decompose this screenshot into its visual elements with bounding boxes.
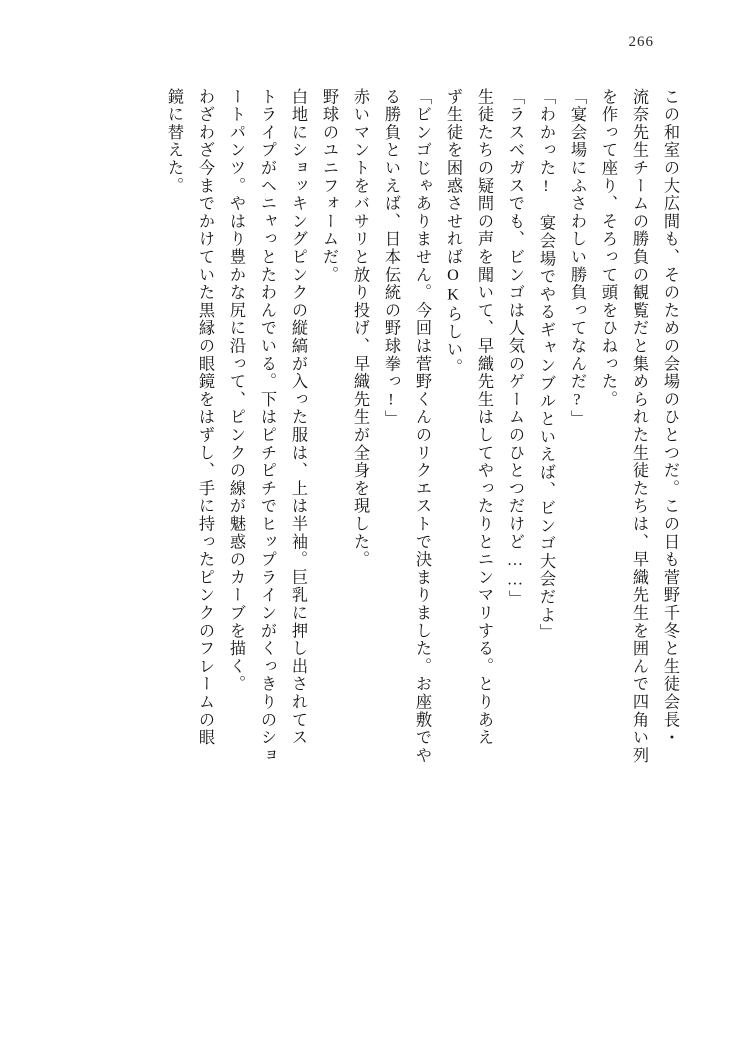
text-line: 鏡に替えた。 xyxy=(165,88,183,195)
text-line: 赤いマントをバサリと放り投げ、早織先生が全身を現した。 xyxy=(351,88,369,569)
text-line: 流奈先生チームの勝負の観覧だと集められた生徒たちは、早織先生を囲んで四角い列 xyxy=(630,88,648,765)
text-line: 「わかった! 宴会場でやるギャンブルといえば、ビンゴ大会だよ」 xyxy=(537,88,555,642)
text-line: 「ラスベガスでも、ビンゴは人気のゲームのひとつだけど……」 xyxy=(506,88,524,608)
text-line: 白地にショッキングピンクの縦縞が入った服は、上は半袖。巨乳に押し出されてス xyxy=(289,88,307,747)
text-line: 「宴会場にふさわしい勝負ってなんだ?」 xyxy=(568,88,586,428)
page-number: 266 xyxy=(628,34,654,50)
text-line: わざわざ今までかけていた黒縁の眼鏡をはずし、手に持ったピンクのフレームの眼 xyxy=(196,88,214,747)
text-line: トライプがヘニャっとたわんでいる。下はピチピチでヒップラインがくっきりのショ xyxy=(258,88,276,765)
vertical-text-body xyxy=(60,88,678,968)
text-line: 「ビンゴじゃありません。今回は菅野くんのリクエストで決まりました。お座敷でや xyxy=(413,88,431,765)
text-line: ず生徒を困惑させればOKらしい。 xyxy=(444,88,462,377)
text-line: 野球のユニフォームだ。 xyxy=(320,88,338,284)
text-line: 生徒たちの疑問の声を聞いて、早織先生はしてやったりとニンマリする。とりあえ xyxy=(475,88,493,747)
text-line: る勝負といえば、日本伝統の野球拳っ!」 xyxy=(382,88,400,428)
text-line: この和室の大広間も、そのための会場のひとつだ。この日も菅野千冬と生徒会長・ xyxy=(661,88,679,747)
text-line: ートパンツ。やはり豊かな尻に沿って、ピンクの線が魅惑のカーブを描く。 xyxy=(227,88,245,694)
text-line: を作って座り、そろって頭をひねった。 xyxy=(599,88,617,409)
